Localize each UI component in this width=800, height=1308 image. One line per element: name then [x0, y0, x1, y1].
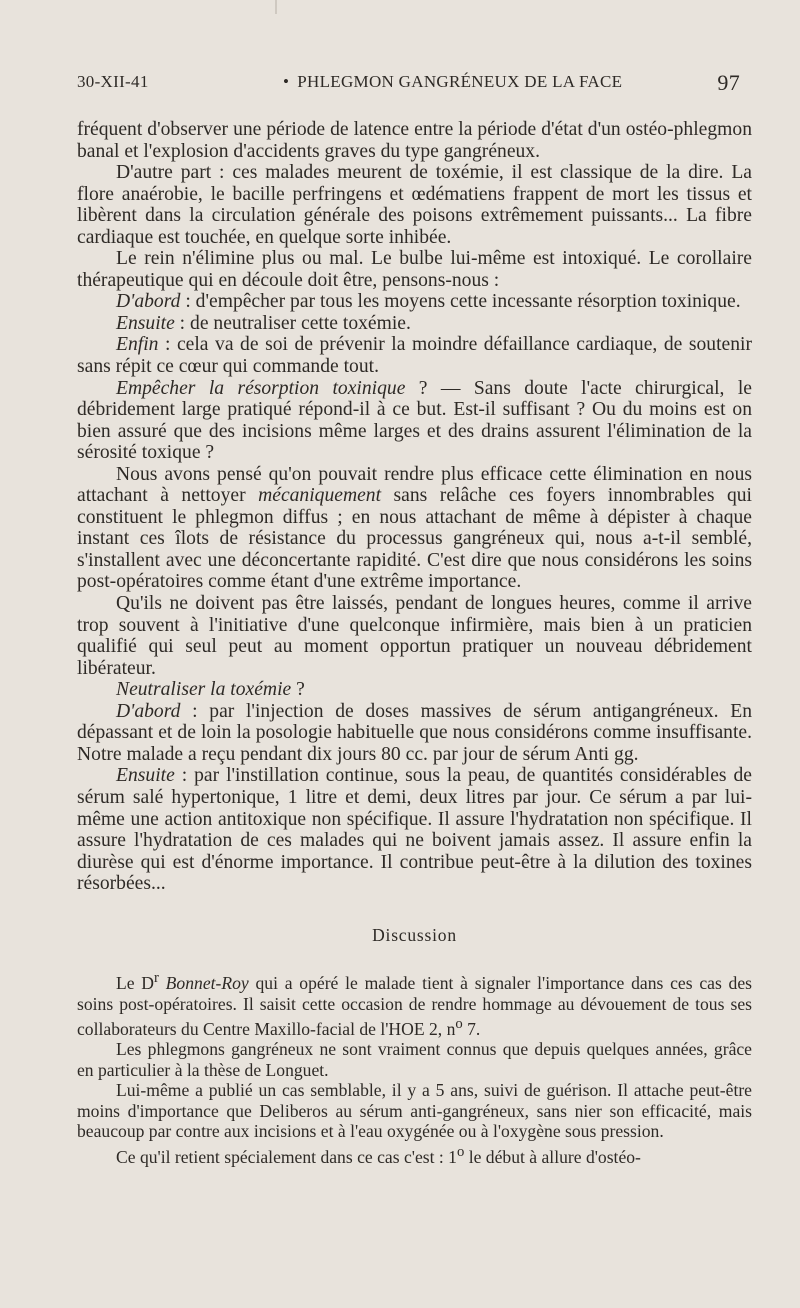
paragraph-text: ?	[291, 679, 305, 701]
article-body	[77, 119, 752, 1167]
paragraph-text: sans relâche ces foyers innombrables qui constituent le phlegmon diffus ; en nous attachant de même à dépister à chaque instant ces îlots de résistance du processus gangréneux qui, nous a-t-il semblé, s'installent avec une déconcertante rapidité. C'est dire que nous considérons les soins post-opératoires comme étant d'une extrême importance.	[77, 485, 752, 593]
paragraph	[77, 765, 752, 894]
emphasis: Enfin	[116, 334, 159, 356]
header-title-wrap	[283, 72, 622, 92]
paragraph-text: : par l'instillation continue, sous la peau, de quantités considérables de sérum salé hypertonique, 1 litre et demi, deux litres par jour. Ce sérum a par lui-même une action antitoxique non spécifique. Il assure l'hydratation non spécifique. Il assure l'hydratation de ces malades qui ne boivent jamais assez. Il assure enfin la diurèse qui est d'énorme importance. Il contribue peut-être à la dilution des toxines résorbées...	[77, 765, 752, 895]
paragraph: Lui-même a publié un cas semblable, il y a 5 ans, suivi de guérison. Il attache peut-être moins d'importance que Deliberos au sérum anti-gangréneux, sans nier son efficacité, mais beaucoup par contre aux incisions et à l'eau oxygénée ou à l'oxygène sous pression.	[77, 1080, 752, 1142]
paragraph	[77, 701, 752, 766]
page-number: 97	[717, 70, 740, 95]
section-heading: Discussion	[372, 924, 457, 945]
running-header	[77, 70, 752, 98]
superscript: o	[455, 1016, 463, 1033]
paragraph: Le rein n'élimine plus ou mal. Le bulbe lui-même est intoxiqué. Le corollaire thérapeutique qui en découle doit être, pensons-nous :	[77, 248, 752, 291]
emphasis: Neutraliser la toxémie	[116, 679, 292, 701]
header-title: PHLEGMON GANGRÉNEUX DE LA FACE	[297, 72, 623, 91]
paragraph-text: : de neutraliser cette toxémie.	[174, 312, 411, 334]
emphasis: Ensuite	[116, 765, 175, 787]
paragraph	[77, 968, 752, 1039]
paragraph-text: : cela va de soi de prévenir la moindre défaillance cardiaque, de soutenir sans répit ce cœur qui commande tout.	[77, 334, 752, 378]
paragraph-text: : par l'injection de doses massives de sérum antigangréneux. En dépassant et de loin la posologie habituelle que nous considérons comme insuffisante. Notre malade a reçu pendant dix jours 80 cc. par jour de sérum Anti gg.	[77, 700, 752, 765]
emphasis: D'abord	[116, 291, 181, 313]
emphasis: D'abord	[116, 700, 181, 722]
superscript: r	[154, 970, 159, 987]
emphasis: Empêcher la résorption toxinique	[116, 377, 406, 399]
paragraph	[77, 679, 752, 701]
paragraph-text: Nous avons pensé qu'on pouvait rendre plus efficace cette élimination en nous attachant à nettoyer	[77, 463, 752, 507]
emphasis: Bonnet-Roy	[158, 973, 249, 994]
paragraph-text: : d'empêcher par tous les moyens cette incessante résorption toxinique.	[180, 291, 741, 313]
emphasis: mécaniquement	[258, 485, 382, 507]
paragraph	[77, 313, 752, 335]
paragraph-text: le début à allure d'ostéo-	[464, 1146, 641, 1167]
paragraph	[77, 291, 752, 313]
paragraph-text: Le D	[116, 973, 155, 994]
paragraph: Qu'ils ne doivent pas être laissés, pendant de longues heures, comme il arrive trop souvent à l'initiative d'une quelconque infirmière, mais bien à un praticien qualifié qui seul peut au moment opportun pratiquer un nouveau débridement libérateur.	[77, 593, 752, 679]
paragraph-text: Ce qu'il retient spécialement dans ce cas c'est : 1	[116, 1146, 457, 1167]
paragraph-text: qui a opéré le malade tient à signaler l'importance dans ces cas des soins post-opératoires. Il saisit cette occasion de rendre hommage au dévouement de tous ses collaborateurs du Centre Maxillo-facial de l'HOE 2, n	[77, 973, 753, 1039]
paragraph: Les phlegmons gangréneux ne sont vraiment connus que depuis quelques années, grâce en particulier à la thèse de Longuet.	[77, 1039, 752, 1080]
superscript: o	[456, 1143, 465, 1160]
bullet-icon: •	[283, 72, 290, 91]
scan-mark	[275, 0, 277, 14]
paragraph	[77, 1142, 752, 1167]
paragraph	[77, 464, 752, 593]
discussion-section	[77, 968, 752, 1167]
emphasis: Ensuite	[116, 312, 175, 334]
paragraph	[77, 378, 752, 464]
paragraph-text: 7.	[462, 1018, 481, 1039]
paragraph	[77, 334, 752, 377]
paragraph: fréquent d'observer une période de latence entre la période d'état d'un ostéo-phlegmon banal et l'explosion d'accidents graves du type gangréneux.	[77, 119, 752, 162]
paragraph-text: ? — Sans doute l'acte chirurgical, le débridement large pratiqué répond-il à ce but. Est-il suffisant ? Ou du moins est on bien assuré que des incisions même larges et des drains assurent l'élimination de la sérosité toxique ?	[77, 377, 752, 464]
paragraph: D'autre part : ces malades meurent de toxémie, il est classique de la dire. La flore anaérobie, le bacille perfringens et œdématiens frappent de mort les tissus et libèrent dans la circulation générale des poisons extrêmement puissants... La fibre cardiaque est touchée, en quelque sorte inhibée.	[77, 162, 752, 248]
header-date: 30-XII-41	[77, 72, 149, 91]
